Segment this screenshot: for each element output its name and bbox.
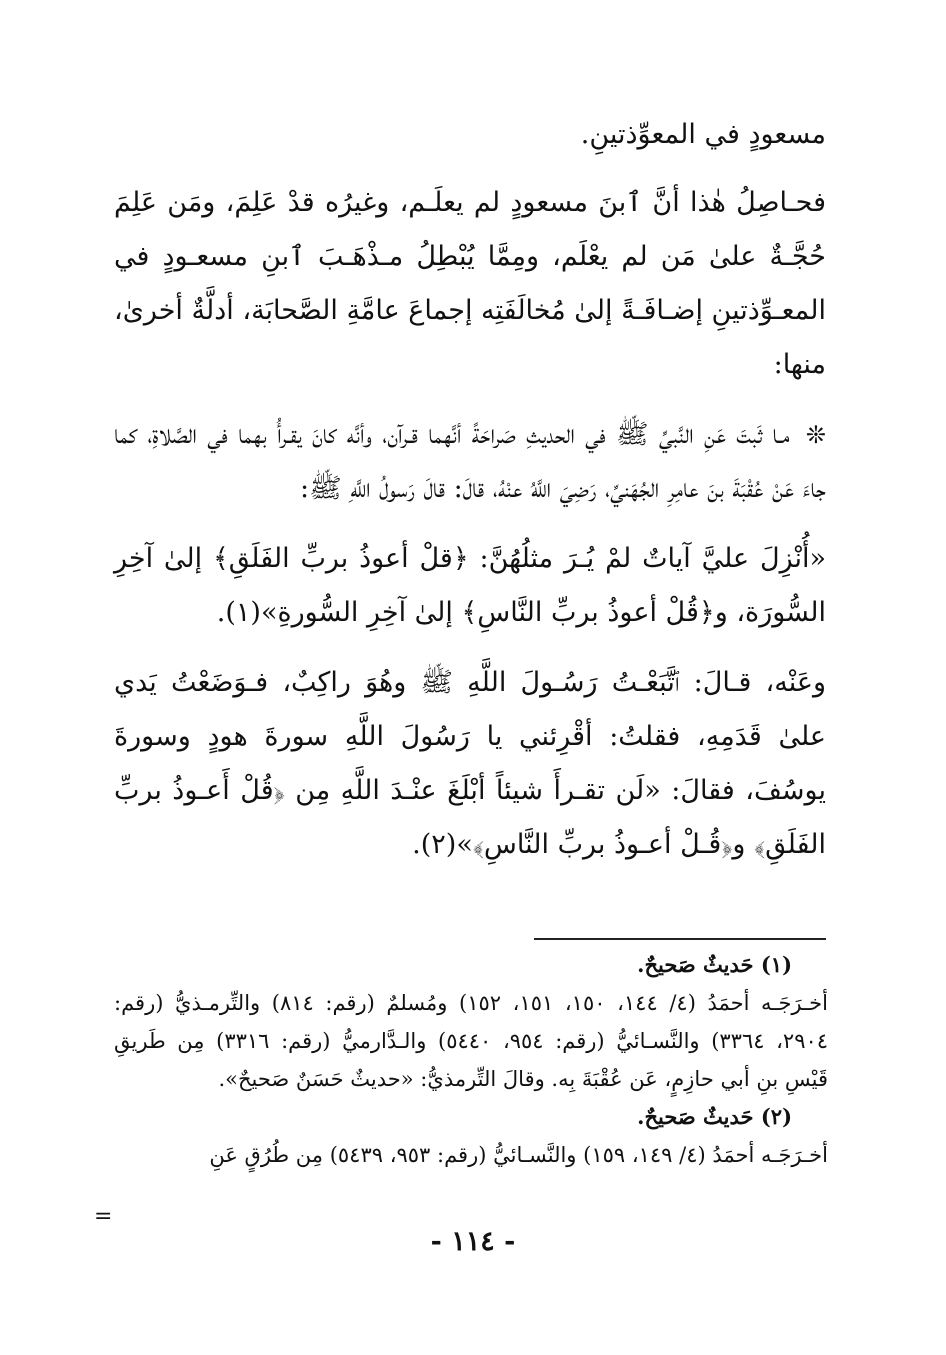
footnote-2-title: (٢) حَديثٌ صَحيحٌ. <box>637 1104 792 1129</box>
page-number: - ١١٤ - <box>430 1226 516 1257</box>
paragraph-2 <box>114 408 826 516</box>
hadith-quote: «أُنْزِلَ عليَّ آياتٌ لمْ يُـرَ مثلُهُنَّ: ﴿قلْ أعوذُ بربِّ الفَلَقِ﴾ إلىٰ آخِرِ السُّورَة، و﴿قُلْ أعوذُ بربِّ النَّاسِ﴾ إلىٰ آخِرِ السُّورةِ»(١). <box>114 543 826 628</box>
paragraph-1: فحـاصِلُ هٰذا أنَّ ٱبنَ مسعودٍ لم يعلَـم، وغيرُه قدْ عَلِمَ، ومَن عَلِمَ حُجَّـةٌ علىٰ مَن لم يعْلَم، ومِمَّا يُبْطِلُ مـذْهَـبَ ٱبنِ مسعـودٍ في المعـوِّذتينِ إضـافَـةً إلىٰ مُخالَفَتِه إجماعَ عامَّةِ الصَّحابَة، أدلَّةٌ أخرىٰ، منها: <box>114 187 826 380</box>
footnotes <box>114 946 828 1174</box>
continued-line: مسعودٍ في المعوِّذتينِ. <box>580 119 826 150</box>
footnote-2-text: أخـرَجَـه أحمَدُ (٤/ ١٤٩، ١٥٩) والنَّسـائيُّ (رقم: ٩٥٣، ٥٤٣٩) مِن طُرُقٍ عَنِ <box>209 1143 828 1167</box>
paragraph-2-text: مـا ثَبتَ عَنِ النَّبيِّ ﷺ في الحديثِ صَراحَةً أنَّهما قـرآن، وأنَّه كانَ يقـرأُ بهما في الصَّلاةِ، كما جاءَ عَنْ عُقْبَةَ بنَ عامِرِ الجُهَنيِّ، رَضِيَ اللَّهُ عنْهُ، قالَ: قالَ رَسولُ اللَّهِ ﷺ: <box>114 419 826 504</box>
bullet-icon: ❊ <box>805 421 826 449</box>
main-text <box>114 108 826 888</box>
paragraph-3: وعَنْه، قـالَ: ٱتَّبَعْـتُ رَسُـولَ اللَّهِ ﷺ وهُوَ راكِبٌ، فـوَضَعْتُ يَدي علىٰ قَدَمِهِ، فقلتُ: أقْرِئني يا رَسُولَ اللَّهِ سورةَ هودٍ وسورةَ يوسُفَ، فقالَ: «لَن تقـرأَ شيئاً أبْلَغَ عنْـدَ اللَّهِ مِن ﴿قُلْ أَعـوذُ بربِّ الفَلَقِ﴾ و﴿قُـلْ أعـوذُ بربِّ النَّاسِ﴾»(٢). <box>114 667 826 860</box>
footnote-1-text: أخـرَجَـه أحمَدُ (٤/ ١٤٤، ١٥٠، ١٥١، ١٥٢) ومُسلمٌ (رقم: ٨١٤) والتِّرمـذيُّ (رقم: ٢٩٠٤، ٣٣٦٤) والنَّسـائيُّ (رقم: ٩٥٤، ٥٤٤٠) والـدَّارميُّ (رقم: ٣٣١٦) مِن طَريقِ قَيْسِ بنِ أبي حازِمٍ، عَن عُقْبَةَ بِه. وقالَ التِّرمذيُّ: «حديثٌ حَسَنٌ صَحيحٌ». <box>114 991 829 1091</box>
continuation-mark: = <box>94 1204 113 1229</box>
footnote-divider <box>534 938 826 940</box>
footnote-1-title: (١) حَديثٌ صَحيحٌ. <box>637 952 792 977</box>
